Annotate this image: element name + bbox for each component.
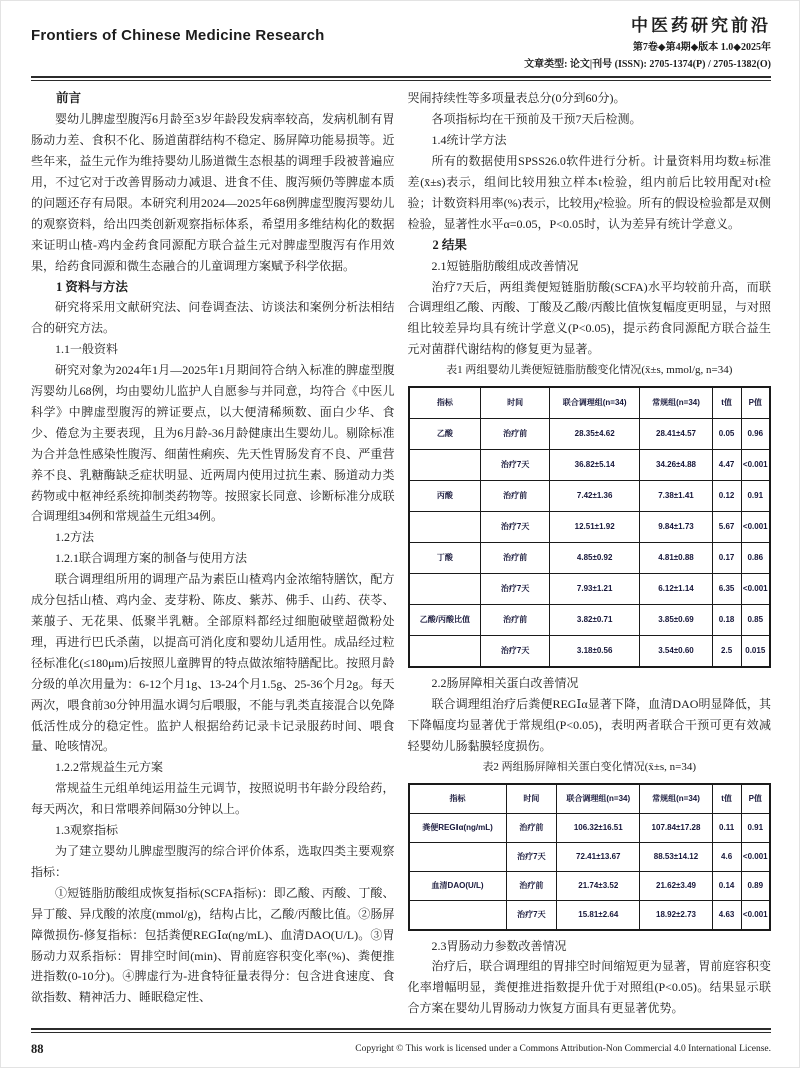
table-row — [409, 512, 771, 543]
table-cell — [409, 842, 507, 871]
table-header-cell: t值 — [712, 784, 741, 814]
table-row — [409, 605, 771, 636]
table-cell: 4.63 — [712, 900, 741, 930]
table-cell: 88.53±14.12 — [640, 842, 712, 871]
paragraph: 治疗后，联合调理组的胃排空时间缩短更为显著，胃前庭容积变化率增幅明显，粪便推进指数提升优于对照组(P<0.05)。结果显示联合方案在婴幼儿胃肠动力恢复方面具有更显著优势。 — [407, 959, 771, 1016]
table-cell: 21.74±3.52 — [557, 871, 640, 900]
table-cell: 6.35 — [712, 574, 741, 605]
table-header-cell: 常规组(n=34) — [640, 387, 712, 419]
table-header-cell: 联合调理组(n=34) — [549, 387, 639, 419]
table-row — [409, 842, 771, 871]
table-cell: 0.89 — [741, 871, 770, 900]
subsection-heading: 1.4统计学方法 — [431, 133, 507, 148]
paragraph: 常规益生元组单纯运用益生元调节，按照说明书年龄分段给药，每天两次，和日常喂养间隔30分钟以上。 — [31, 781, 395, 817]
table-cell: 0.05 — [712, 419, 741, 450]
table-row — [409, 871, 771, 900]
table-cell: 0.91 — [741, 481, 770, 512]
table-header-cell: t值 — [712, 387, 741, 419]
table-cell: 4.6 — [712, 842, 741, 871]
table-cell: 12.51±1.92 — [549, 512, 639, 543]
table-cell: 治疗前 — [481, 419, 550, 450]
table-cell — [409, 636, 481, 668]
table-header-cell: 指标 — [409, 784, 507, 814]
page-header — [31, 13, 771, 72]
table-cell: 107.84±17.28 — [640, 813, 712, 842]
paragraph: 治疗7天后，两组粪便短链脂肪酸(SCFA)水平均较前升高，而联合调理组乙酸、丙酸、丁酸及乙酸/丙酸比值恢复幅度更明显，与对照组比较差异均具有统计学意义(P<0.05)，提示药食同源配方联合益生元对菌群代谢结构的修复更为显著。 — [407, 279, 771, 357]
table-row — [409, 543, 771, 574]
page-footer — [31, 1042, 771, 1057]
table-row — [409, 450, 771, 481]
table-row — [409, 419, 771, 450]
issue-line: 第7卷◆第4期◆版本 1.0◆2025年 — [632, 42, 771, 54]
table-header-cell: P值 — [741, 784, 770, 814]
table-cell: 28.35±4.62 — [549, 419, 639, 450]
table-cell: 乙酸/丙酸比值 — [409, 605, 481, 636]
paragraph: 各项指标均在干预前及干预7天后检测。 — [431, 112, 642, 127]
footer-rule — [31, 1028, 771, 1033]
table-cell: 0.18 — [712, 605, 741, 636]
page-number: 88 — [31, 1042, 44, 1056]
table-cell: 7.93±1.21 — [549, 574, 639, 605]
table-cell — [409, 900, 507, 930]
subsection-heading: 1.3观察指标 — [55, 823, 119, 838]
table-row — [409, 574, 771, 605]
table-row — [409, 481, 771, 512]
table-cell: 28.41±4.57 — [640, 419, 712, 450]
table-cell: 治疗前 — [506, 813, 557, 842]
table-cell — [409, 512, 481, 543]
table-cell: 治疗7天 — [481, 512, 550, 543]
subsection-heading: 1.2.1联合调理方案的制备与使用方法 — [55, 551, 248, 566]
paragraph: 哭闹持续性等多项量表总分(0分到60分)。 — [407, 91, 626, 106]
table-cell: 6.12±1.14 — [640, 574, 712, 605]
table-cell: 治疗前 — [481, 605, 550, 636]
table-header-cell: 指标 — [409, 387, 481, 419]
table-cell: 治疗7天 — [481, 636, 550, 668]
copyright-line: Copyright © This work is licensed under a Commons Attribution-Non Commercial 4.0 International License. — [355, 1044, 771, 1054]
table-cell: 治疗前 — [506, 871, 557, 900]
table-cell: 丙酸 — [409, 481, 481, 512]
table-cell: <0.001 — [741, 512, 770, 543]
table-cell: 治疗7天 — [481, 450, 550, 481]
table-cell: 18.92±2.73 — [640, 900, 712, 930]
table-cell: 0.12 — [712, 481, 741, 512]
table-cell: <0.001 — [741, 900, 770, 930]
subsection-heading: 1.1一般资料 — [55, 342, 119, 357]
table-header-cell: 常规组(n=34) — [640, 784, 712, 814]
table-cell: 3.18±0.56 — [549, 636, 639, 668]
table-cell: 治疗7天 — [481, 574, 550, 605]
table-cell: 5.67 — [712, 512, 741, 543]
table-row — [409, 900, 771, 930]
table-cell: 106.32±16.51 — [557, 813, 640, 842]
paragraph: 研究对象为2024年1月—2025年1月期间符合纳入标准的脾虚型腹泻婴幼儿68例，均由婴幼儿监护人自愿参与并同意，均符合《中医儿科学》中脾虚型腹泻的辨证要点，以大便清稀频数、面白少华、食少、倦怠为主要表现，且为6月龄-36月龄健康出生婴幼儿。剔除标准为合并急性感染性腹泻、细菌性痢疾、先天性胃肠发育不良、严重营养不良、乳糖酶缺乏症状明显、近两周内使用过抗生素、肠道动力类药物或中枢神经系统抑制类药物等。按照家长同意、诊断标准分成联合调理组34例和常规益生元组34例。 — [31, 363, 395, 524]
journal-title-en: Frontiers of Chinese Medicine Research — [31, 27, 325, 44]
right-column — [408, 88, 772, 1019]
table-cell: 治疗前 — [481, 543, 550, 574]
table-cell: <0.001 — [741, 574, 770, 605]
table-cell: 3.54±0.60 — [640, 636, 712, 668]
paragraph: ①短链脂肪酸组成恢复指标(SCFA指标)：即乙酸、丙酸、丁酸、异丁酸、异戊酸的浓度(mmol/g)，结构占比，乙酸/丙酸比值。②肠屏障微损伤-修复指标：包括粪便REGⅠα(ng/mL)、血清DAO(U/L)。③胃肠动力双系指标：胃排空时间(min)、胃前庭容积变化率(%)、粪便推进指数(0-10分)。④脾虚行为-进食特征量表得分：包含进食速度、食欲指数、精神活力、睡眠稳定性、 — [31, 885, 395, 1005]
table-cell: 21.62±3.49 — [640, 871, 712, 900]
table-header-cell: 时间 — [481, 387, 550, 419]
header-rule — [31, 76, 771, 81]
table-cell — [409, 450, 481, 481]
table-row — [409, 636, 771, 668]
paragraph: 研究将采用文献研究法、问卷调查法、访谈法和案例分析法相结合的研究方法。 — [31, 300, 395, 336]
table-cell — [409, 574, 481, 605]
subsection-heading: 2.3胃肠动力参数改善情况 — [431, 938, 567, 953]
table-cell: 7.38±1.41 — [640, 481, 712, 512]
table-cell: 0.86 — [741, 543, 770, 574]
table-cell: 丁酸 — [409, 543, 481, 574]
table-header-cell: 联合调理组(n=34) — [557, 784, 640, 814]
table-header-row — [409, 784, 771, 814]
table-2 — [408, 783, 772, 931]
table-cell: 4.85±0.92 — [549, 543, 639, 574]
table-cell: 9.84±1.73 — [640, 512, 712, 543]
table-cell: 治疗7天 — [506, 900, 557, 930]
subsection-heading: 1.2方法 — [55, 530, 95, 545]
table-cell: 0.015 — [741, 636, 770, 668]
table-header-cell: 时间 — [506, 784, 557, 814]
table-cell: 乙酸 — [409, 419, 481, 450]
table-cell: 0.14 — [712, 871, 741, 900]
article-type-line: 文章类型: 论文|刊号 (ISSN): 2705-1374(P) / 2705-1382(O) — [524, 58, 771, 70]
table-cell: 血清DAO(U/L) — [409, 871, 507, 900]
table-row — [409, 813, 771, 842]
journal-title-cn: 中医药研究前沿 — [631, 16, 771, 35]
table-cell: 治疗前 — [481, 481, 550, 512]
section-heading: 前言 — [56, 91, 82, 106]
table-cell: 治疗7天 — [506, 842, 557, 871]
table-header-cell: P值 — [741, 387, 770, 419]
table-cell: 0.91 — [741, 813, 770, 842]
article-body — [31, 88, 771, 1019]
table-cell: 72.41±13.67 — [557, 842, 640, 871]
table-1 — [408, 386, 772, 668]
paragraph: 联合调理组治疗后粪便REGⅠα显著下降，血清DAO明显降低，其下降幅度均显著优于常规组(P<0.05)，表明两者联合干预可更有效减轻婴幼儿肠黏膜轻度损伤。 — [407, 696, 771, 753]
table-cell: 2.5 — [712, 636, 741, 668]
paragraph: 婴幼儿脾虚型腹泻6月龄至3岁年龄段发病率较高，发病机制有胃肠动力差、食积不化、肠道菌群结构不稳定、肠屏障功能易损等。近些年来，益生元作为维持婴幼儿肠道微生态根基的调理手段被普遍应用，不过它对于改善胃肠动力减退、进食不佳、腹泻频仍等脾虚本质的问题还存有局限。本研究利用2024—2025年68例脾虚型腹泻婴幼儿的观察资料，给出四类创新观察指标体系，希望用多维结构化的数据来证明山楂-鸡内金药食同源配方联合益生元对脾虚型腹泻有作用效果，给药食同源和微生态融合的儿童调理方案赋予科学依据。 — [31, 112, 395, 273]
table-cell: 4.47 — [712, 450, 741, 481]
subsection-heading: 2.1短链脂肪酸组成改善情况 — [431, 258, 579, 273]
left-column — [31, 88, 395, 1019]
table-cell: 0.85 — [741, 605, 770, 636]
paragraph: 联合调理组所用的调理产品为素臣山楂鸡内金浓缩特膳饮，配方成分包括山楂、鸡内金、麦芽粉、陈皮、紫苏、佛手、山药、茯苓、莱菔子、无花果、低聚半乳糖。全部原料都经过细胞破壁超微粉处理，再进行巴氏杀菌，以提高可消化度和婴幼儿适用性。成品经过粒径标准化(≤180μm)后按照儿童脾胃的特点做浓缩特膳配比。按照月龄分级的单次用量为：6-12个月1g、13-24个月1.5g、25-36个月2g。每天两次，喂食前30分钟用温水调匀后喂服，不能与乳类直接混合以免降低活性成分的稳定性。监护人根据给药记录卡记录服药时间、喂食量、呛咳情况。 — [31, 572, 395, 754]
subsection-heading: 1.2.2常规益生元方案 — [55, 760, 164, 775]
table-caption: 表2 两组肠屏障相关蛋白变化情况(x̄±s, n=34) — [482, 760, 697, 773]
table-cell: 34.26±4.88 — [640, 450, 712, 481]
section-heading: 2 结果 — [432, 237, 467, 252]
table-cell: 36.82±5.14 — [549, 450, 639, 481]
table-cell: <0.001 — [741, 450, 770, 481]
table-cell: 4.81±0.88 — [640, 543, 712, 574]
table-cell: <0.001 — [741, 842, 770, 871]
section-heading: 1 资料与方法 — [56, 279, 128, 294]
table-cell: 3.82±0.71 — [549, 605, 639, 636]
paragraph: 所有的数据使用SPSS26.0软件进行分析。计量资料用均数±标准差(x̄±s)表示，组间比较用独立样本t检验，组内前后比较用配对t检验；计数资料用率(%)表示，比较用χ²检验。所有的假设检验都是双侧检验，显著性水平α=0.05，P<0.05时，认为差异有统计学意义。 — [407, 154, 771, 231]
table-cell: 3.85±0.69 — [640, 605, 712, 636]
table-cell: 7.42±1.36 — [549, 481, 639, 512]
subsection-heading: 2.2肠屏障相关蛋白改善情况 — [431, 676, 579, 691]
table-cell: 0.11 — [712, 813, 741, 842]
table-caption: 表1 两组婴幼儿粪便短链脂肪酸变化情况(x̄±s, mmol/g, n=34) — [446, 364, 733, 377]
table-header-row — [409, 387, 771, 419]
table-cell: 0.17 — [712, 543, 741, 574]
table-cell: 15.81±2.64 — [557, 900, 640, 930]
table-cell: 0.96 — [741, 419, 770, 450]
table-cell: 粪便REGⅠα(ng/mL) — [409, 813, 507, 842]
paragraph: 为了建立婴幼儿脾虚型腹泻的综合评价体系，选取四类主要观察指标： — [31, 843, 395, 879]
journal-meta — [524, 13, 771, 72]
